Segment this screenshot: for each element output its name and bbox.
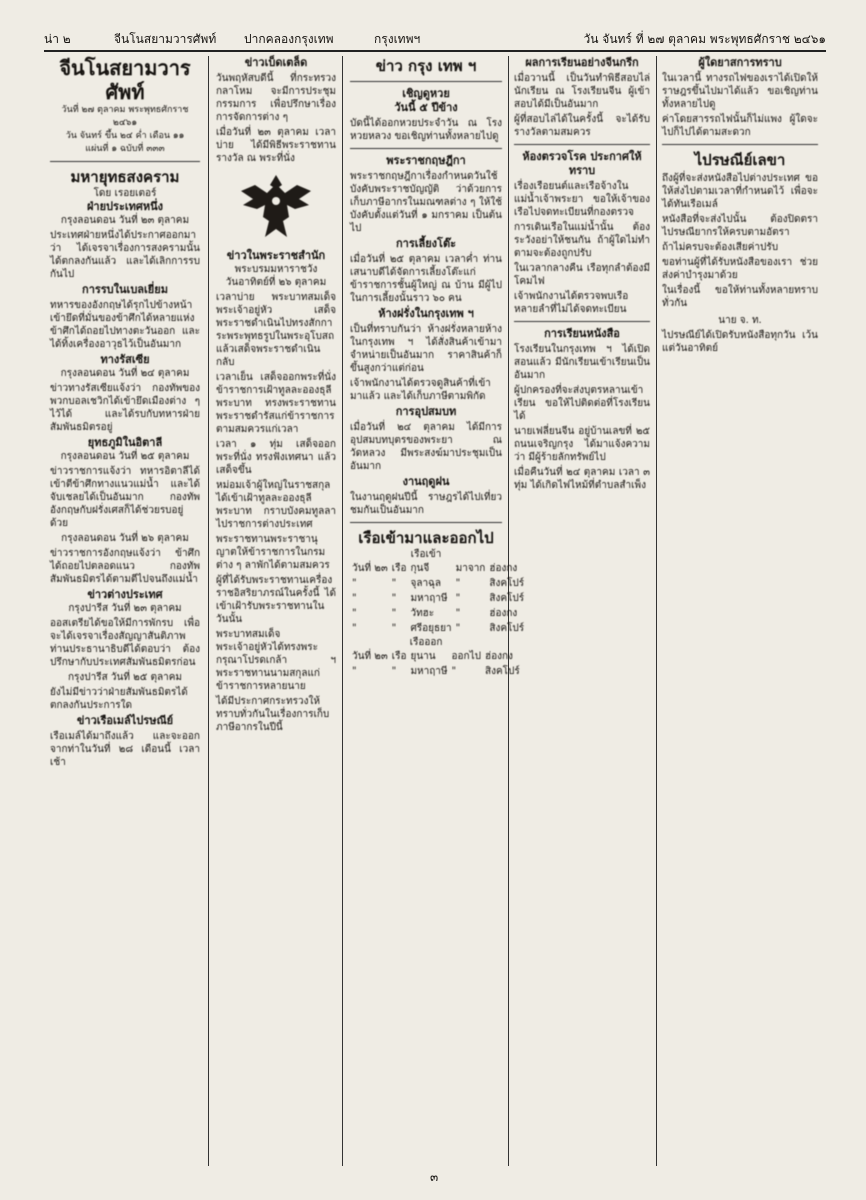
shipping-cell: มหาฤาษี xyxy=(410,593,448,604)
shipping-cell: สิงคโปร์ xyxy=(489,593,525,604)
shipping-cell: วันที่ ๒๓ xyxy=(352,563,388,574)
subheading: การเลี้ยงโต๊ะ xyxy=(395,237,457,250)
column-4 xyxy=(514,56,650,1166)
paper-name: จีนโนสยามวารศัพท์ xyxy=(114,32,217,46)
paragraph: เมื่อวานนี้ เป็นวันทำพิธีสอบไล่นักเรียน ณ โรงเรียนจีน ผู้เข้าสอบได้มีเป็นอันมาก xyxy=(514,73,650,110)
column-rule xyxy=(342,56,343,1166)
page-number: น่า ๒ xyxy=(44,32,71,46)
column-3 xyxy=(350,56,525,1166)
subheading: ไปรษณีย์เลขา xyxy=(694,151,786,169)
paragraph: ในงานฤดูฝนปีนี้ ราษฎรได้ไปเที่ยวชมกันเป็นอันมาก xyxy=(350,492,502,516)
paragraph: เวลา ๑ ทุ่ม เสด็จออกพระที่นั่ง ทรงฟังเทศนา แล้วเสด็จขึ้น xyxy=(216,439,336,476)
section-title: มหายุทธสงคราม xyxy=(70,168,180,186)
paragraph: เรือเมล์ได้มาถึงแล้ว และจะออกจากท่าในวันที่ ๒๘ เดือนนี้ เวลาเช้า xyxy=(50,731,200,768)
page-header xyxy=(44,24,826,52)
paragraph: โรงเรียนในกรุงเทพ ฯ ได้เปิดสอนแล้ว มีนักเรียนเข้าเรียนเป็นอันมาก xyxy=(514,344,650,381)
dateline: วันอาทิตย์ที่ ๒๖ ตุลาคม xyxy=(225,277,327,288)
shipping-cell: " xyxy=(391,623,397,634)
garuda-emblem-icon xyxy=(237,171,315,243)
subheading: ข่าวเรือเมล์ไปรษณีย์ xyxy=(76,714,174,727)
paragraph: เมื่อคืนวันที่ ๒๔ ตุลาคม เวลา ๓ ทุ่ม ได้เกิดไฟไหม้ที่ตำบลสำเพ็ง xyxy=(514,467,650,491)
paragraph: ข่าวราชการอังกฤษแจ้งว่า ข้าศึกได้ถอยไปตลอดแนว กองทัพสัมพันธมิตรได้ตามตีไปจนถึงแม่น้ำ xyxy=(50,548,200,585)
dateline: กรุงปารีส วันที่ ๒๕ ตุลาคม xyxy=(67,672,182,683)
shipping-cell: ฮ่องกง xyxy=(489,563,518,574)
subheading: ข่าวต่างประเทศ xyxy=(87,588,163,601)
paragraph: ผู้ปกครองที่จะส่งบุตรหลานเข้าเรียน ขอให้ไปติดต่อที่โรงเรียนได้ xyxy=(514,385,650,422)
paragraph: บัดนี้ได้ออกหวยประจำวัน ณ โรงหวยหลวง ขอเชิญท่านทั้งหลายไปดู xyxy=(350,118,502,142)
location: ปากคลองกรุงเทพ xyxy=(244,32,334,46)
shipping-title: เรือเข้ามาและออกไป xyxy=(358,529,494,547)
paragraph: เวลาเย็น เสด็จออกพระที่นั่ง ข้าราชการเฝ้าทูลละอองธุลีพระบาท ทรงพระราชทานพระราชดำรัสแก่ข้าราชการ ตามสมควรแก่เวลา xyxy=(216,372,336,435)
paragraph: นายเฟลี่ยนจีน อยู่บ้านเลขที่ ๒๕ ถนนเจริญกรุง ได้มาแจ้งความว่า มีผู้ร้ายลักทรัพย์ไป xyxy=(514,426,650,463)
paragraph: หนังสือที่จะส่งไปนั้น ต้องปิดตราไปรษณียากรให้ครบตามอัตรา xyxy=(662,214,818,238)
shipping-table-in xyxy=(350,561,526,636)
shipping-cell: " xyxy=(455,623,461,634)
divider xyxy=(514,321,650,322)
paragraph: ในเรื่องนี้ ขอให้ท่านทั้งหลายทราบทั่วกัน xyxy=(662,285,818,309)
paragraph: เมื่อวันที่ ๒๔ ตุลาคม ได้มีการอุปสมบทบุตรของพระยา ณ วัดหลวง มีพระสงฆ์มาประชุมเป็นอันมาก xyxy=(350,422,502,472)
subheading: ห้างฝรั่งในกรุงเทพ ฯ xyxy=(378,307,474,320)
signature: นาย จ. ท. xyxy=(718,315,762,326)
shipping-cell: " xyxy=(451,666,457,677)
divider xyxy=(662,144,818,145)
subheading: การเรียนหนังสือ xyxy=(544,327,620,340)
paragraph: เรื่องเรือยนต์และเรือจ้างในแม่น้ำเจ้าพระยา ขอให้เจ้าของเรือไปจดทะเบียนที่กองตรวจ xyxy=(514,181,650,218)
shipping-cell: " xyxy=(391,666,397,677)
shipping-cell: ออกไป xyxy=(451,651,481,662)
column-5 xyxy=(662,56,818,1166)
paragraph: พระบาทสมเด็จพระเจ้าอยู่หัวได้ทรงพระกรุณาโปรดเกล้า ฯ พระราชทานนามสกุลแก่ข้าราชการหลายนาย xyxy=(216,629,336,692)
shipping-cell: ศรีอยุธยา xyxy=(410,623,452,634)
shipping-row xyxy=(350,664,522,679)
shipping-cell: " xyxy=(391,608,397,619)
paragraph: ข่าวทางรัสเซียแจ้งว่า กองทัพของพวกบอลเชวิกได้เข้ายึดเมืองต่าง ๆ ไว้ได้ และได้รบกับทหารฝ่ายสัมพันธมิตรอยู่ xyxy=(50,383,200,433)
footer-page-number: ๓ xyxy=(430,1170,439,1184)
shipping-cell: จุลาฉุล xyxy=(410,578,441,589)
paragraph: การเดินเรือในแม่น้ำนั้น ต้องระวังอย่าให้ชนกัน ถ้าผู้ใดไม่ทำตามจะต้องถูกปรับ xyxy=(514,222,650,259)
dateline: กรุงลอนดอน วันที่ ๒๔ ตุลาคม xyxy=(60,368,190,379)
shipping-cell: เรือ xyxy=(391,651,407,662)
subheading: ฝ่ายประเทศหนึ่ง xyxy=(86,200,163,213)
section-title: ผลการเรียนอย่างจีนกรีก xyxy=(525,56,639,69)
subheading: ทางรัสเซีย xyxy=(100,353,150,366)
shipping-row xyxy=(350,576,526,591)
paragraph: เวลาบ่าย พระบาทสมเด็จพระเจ้าอยู่หัว เสด็จพระราชดำเนินไปทรงสักการะพระพุทธรูปในพระอุโบสถ แล้วเสด็จพระราชดำเนินกลับ xyxy=(216,292,336,368)
masthead-sub: แผ่นที่ ๑ ฉบับที่ ๓๓๓ xyxy=(85,144,165,154)
divider xyxy=(350,522,502,523)
shipping-row xyxy=(350,606,526,621)
subheading: การรบในเบลเยี่ยม xyxy=(82,283,168,296)
shipping-cell: เรือ xyxy=(391,563,407,574)
court-news-sub: พระบรมมหาราชวัง xyxy=(234,264,318,275)
dateline: กรุงลอนดอน วันที่ ๒๕ ตุลาคม xyxy=(60,451,190,462)
divider xyxy=(350,81,502,82)
shipping-cell: ยุนาน xyxy=(410,651,436,662)
shipping-cell: สิงคโปร์ xyxy=(489,623,525,634)
paragraph: ไปรษณีย์ได้เปิดรับหนังสือทุกวัน เว้นแต่วันอาทิตย์ xyxy=(662,330,818,354)
shipping-cell: กุนจี xyxy=(410,563,430,574)
shipping-table-out xyxy=(350,649,522,679)
paragraph: ทหารของอังกฤษได้รุกไปข้างหน้า เข้ายึดที่มั่นของข้าศึกได้หลายแห่ง ข้าศึกได้ถอยไปทางตะวันออก และได้ทิ้งเครื่องอาวุธไว้เป็นอันมาก xyxy=(50,300,200,350)
paragraph: ยังไม่มีข่าวว่าฝ่ายสัมพันธมิตรได้ตกลงกันประการใด xyxy=(50,687,188,711)
paragraph: วันพฤหัสบดีนี้ ที่กระทรวงกลาโหม จะมีการประชุมกรรมการ เพื่อปรึกษาเรื่องการจัดการต่าง ๆ xyxy=(216,73,336,123)
paragraph: ค่าโดยสารรถไฟนั้นก็ไม่แพง ผู้ใดจะไปก็ไปได้ตามสะดวก xyxy=(662,114,818,138)
paragraph: ได้มีประกาศกระทรวงให้ทราบทั่วกันในเรื่องการเก็บภาษีอากรในปีนี้ xyxy=(216,696,330,733)
shipping-cell: " xyxy=(352,623,357,634)
column-1 xyxy=(50,56,200,1166)
shipping-sub: เรือออก xyxy=(409,637,443,648)
paragraph: หม่อมเจ้าผู้ใหญ่ในราชสกุล ได้เข้าเฝ้าทูลละอองธุลีพระบาท กราบบังคมทูลลาไปราชการต่างประเทศ xyxy=(216,480,336,530)
dateline: กรุงปารีส วันที่ ๒๓ ตุลาคม xyxy=(68,603,182,614)
paragraph: เมื่อวันที่ ๒๕ ตุลาคม เวลาค่ำ ท่านเสนาบดีได้จัดการเลี้ยงโต๊ะแก่ข้าราชการชั้นผู้ใหญ่ ณ บ้าน มีผู้ไปในการเลี้ยงนั้นราว ๖๐ คน xyxy=(350,254,502,304)
shipping-cell: " xyxy=(391,593,397,604)
shipping-cell: สิงคโปร์ xyxy=(484,666,520,677)
section-title: ข่าวเบ็ดเตล็ด xyxy=(244,56,308,69)
shipping-cell: สิงคโปร์ xyxy=(489,578,525,589)
byline: โดย เรอยเตอร์ xyxy=(93,188,157,199)
paragraph: เจ้าพนักงานได้ตรวจดูสินค้าที่เข้ามาแล้ว และได้เก็บภาษีตามพิกัด xyxy=(350,378,491,402)
paragraph: ในเวลากลางคืน เรือทุกลำต้องมีโคมไฟ xyxy=(514,263,650,287)
subheading: ห้องตรวจโรค ประกาศให้ทราบ xyxy=(522,150,642,177)
column-rule xyxy=(208,56,209,1166)
paragraph: ข่าวราชการแจ้งว่า ทหารอิตาลีได้เข้าตีข้าศึกทางแนวแม่น้ำ และได้จับเชลยได้เป็นอันมาก กองทัพอังกฤษกับฝรั่งเศสก็ได้ช่วยรบอยู่ด้วย xyxy=(50,466,200,529)
shipping-cell: " xyxy=(455,578,461,589)
subheading: ยุทธภูมิในอิตาลี xyxy=(87,436,163,449)
shipping-cell: " xyxy=(455,593,461,604)
subheading: พระราชกฤษฎีกา xyxy=(386,154,466,167)
dateline: กรุงลอนดอน วันที่ ๒๓ ตุลาคม xyxy=(60,215,190,226)
masthead-sub: วัน จันทร์ ขึ้น ๒๔ ค่ำ เดือน ๑๑ xyxy=(65,131,185,141)
paragraph: เป็นที่ทราบกันว่า ห้างฝรั่งหลายห้างในกรุงเทพ ฯ ได้สั่งสินค้าเข้ามาจำหน่ายเป็นอันมาก ราคาสินค้าก็ขึ้นสูงกว่าแต่ก่อน xyxy=(350,324,502,374)
shipping-cell: ฮ่องกง xyxy=(484,651,513,662)
shipping-cell: " xyxy=(391,578,397,589)
paragraph: ผู้ที่ได้รับพระราชทานเครื่องราชอิสริยาภรณ์ในครั้งนี้ ได้เข้าเฝ้ารับพระราชทานในวันนั้น xyxy=(216,575,336,625)
paragraph: ผู้ที่สอบไล่ได้ในครั้งนี้ จะได้รับรางวัลตามสมควร xyxy=(514,114,650,138)
shipping-cell: มหาฤาษี xyxy=(410,666,448,677)
issue-date: วัน จันทร์ ที่ ๒๗ ตุลาคม พระพุทธศักราช ๒๔๖๑ xyxy=(583,32,826,46)
section-title: ผู้ใดยาสการทราบ xyxy=(698,56,782,69)
paragraph: ถึงผู้ที่จะส่งหนังสือไปต่างประเทศ ขอให้ส่งไปตามเวลาที่กำหนดไว้ เพื่อจะได้ทันเรือเมล์ xyxy=(662,173,818,210)
shipping-sub: เรือเข้า xyxy=(410,549,442,560)
section-title: ข่าว กรุง เทพ ฯ xyxy=(375,57,477,75)
paragraph: พระราชกฤษฎีกาเรื่องกำหนดวันใช้บังคับพระราชบัญญัติ ว่าด้วยการเก็บภาษีอากรในมณฑลต่าง ๆ ให้ใช้บังคับตั้งแต่วันที่ ๑ มกราคม เป็นต้นไป xyxy=(350,171,502,234)
masthead: จีนโนสยามวารศัพท์ xyxy=(59,56,191,104)
dateline: กรุงลอนดอน วันที่ ๒๖ ตุลาคม xyxy=(61,533,189,544)
shipping-cell: วันที่ ๒๓ xyxy=(352,651,388,662)
shipping-cell: มาจาก xyxy=(455,563,486,574)
shipping-cell: " xyxy=(352,666,357,677)
paragraph: ออสเตรียได้ขอให้มีการพักรบ เพื่อจะได้เจรจาเรื่องสัญญาสันติภาพ ท่านประธานาธิบดีได้ตอบว่า ต้องปรึกษากับประเทศสัมพันธมิตรก่อน xyxy=(50,618,200,668)
notice-sub: วันนี้ ๕ ปีข้าง xyxy=(394,101,458,114)
shipping-cell: " xyxy=(352,593,357,604)
shipping-row xyxy=(350,591,526,606)
paragraph: เมื่อวันที่ ๒๓ ตุลาคม เวลาบ่าย ได้มีพิธีพระราชทานรางวัล ณ พระที่นั่ง xyxy=(216,127,336,164)
subheading: การอุปสมบท xyxy=(395,405,457,418)
divider xyxy=(50,161,200,162)
court-news-heading: ข่าวในพระราชสำนัก xyxy=(226,249,326,262)
masthead-sub: วันที่ ๒๗ ตุลาคม พระพุทธศักราช ๒๔๖๑ xyxy=(61,105,189,128)
paragraph: ขอท่านผู้ที่ได้รับหนังสือของเรา ช่วยส่งค่าบำรุงมาด้วย xyxy=(662,257,818,281)
shipping-cell: " xyxy=(455,608,461,619)
paragraph: เจ้าพนักงานได้ตรวจพบเรือหลายลำที่ไม่ได้จดทะเบียน xyxy=(514,291,629,315)
paragraph: ประเทศฝ่ายหนึ่งได้ประกาศออกมาว่า ได้เจรจาเรื่องการสงครามนั้น ได้ตกลงกันแล้ว และได้เลิกการรบกันไป xyxy=(50,230,200,280)
subheading: งานฤดูฝน xyxy=(402,475,450,488)
shipping-row xyxy=(350,649,522,664)
shipping-row xyxy=(350,621,526,636)
shipping-cell: " xyxy=(352,608,357,619)
city: กรุงเทพฯ xyxy=(374,32,421,46)
column-rule xyxy=(656,56,657,1166)
column-2 xyxy=(216,56,336,1166)
paragraph: พระราชทานพระราชานุญาตให้ข้าราชการในกรมต่าง ๆ ลาพักได้ตามสมควร xyxy=(216,534,330,571)
notice-heading: เชิญดูหวย xyxy=(402,87,450,100)
shipping-cell: ฮ่องกง xyxy=(489,608,518,619)
paragraph: ในเวลานี้ ทางรถไฟของเราได้เปิดให้ราษฎรขึ้นไปมาได้แล้ว ขอเชิญท่านทั้งหลายไปดู xyxy=(662,73,818,110)
divider xyxy=(514,144,650,145)
shipping-cell: วัทฮะ xyxy=(410,608,435,619)
shipping-cell: " xyxy=(352,578,357,589)
shipping-row xyxy=(350,561,526,576)
paragraph: ถ้าไม่ครบจะต้องเสียค่าปรับ xyxy=(662,242,779,253)
divider xyxy=(350,148,502,149)
